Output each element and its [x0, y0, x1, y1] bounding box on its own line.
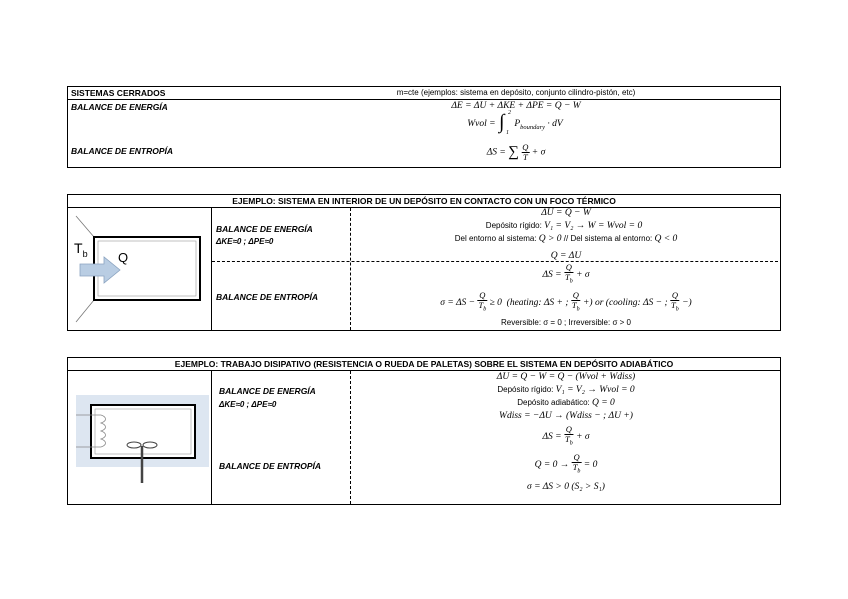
ex1-eq5-tail: + σ [576, 270, 590, 281]
ex1-eq2-math: V₁ = V₂ → W = Wvol = 0 [544, 221, 643, 231]
fraction-num: Q [522, 142, 529, 152]
ex2-eq1: ΔU = Q − W = Q − (Wvol + Wdiss) [496, 372, 636, 382]
ex1-image-divider [211, 207, 212, 331]
integral-sign: ∫ [498, 111, 505, 133]
ex2-eq6 [535, 453, 598, 477]
den-sub: b [576, 306, 580, 313]
ex1-eq6 [440, 291, 691, 315]
ex1-eq6-cooling: (cooling: ΔS − ; [605, 298, 668, 309]
ex2-entropy-label: BALANCE DE ENTROPÍA [219, 461, 322, 471]
ex1-eq6-heating: (heating: ΔS + ; [506, 298, 569, 309]
ex1-eq4: Q = ΔU [550, 251, 582, 261]
closed-title: SISTEMAS CERRADOS [71, 88, 166, 98]
frac-den [571, 301, 581, 315]
ex2-eq2 [497, 385, 634, 395]
ex1-eq6-cool-tail: −) [682, 298, 692, 309]
ex1-eq3-text-a: Del entorno al sistema: [454, 234, 537, 243]
tb-sub: b [82, 248, 88, 259]
frac-num: Q [565, 424, 572, 434]
ex1-dashed-separator [212, 261, 778, 262]
frac-den [564, 435, 574, 449]
q-label: Q [118, 250, 129, 265]
ex2-eq3-text: Depósito adiabático: [517, 398, 590, 407]
closed-header-divider [67, 99, 781, 100]
ex2-header-divider [67, 370, 781, 371]
ex1-eq3-math-b: Q < 0 [654, 234, 678, 244]
frac-den [477, 301, 487, 315]
ex1-energy-sub: ΔKE≈0 ; ΔPE≈0 [216, 237, 274, 246]
ex1-eq2 [486, 221, 642, 231]
closed-work-equation [467, 110, 563, 136]
ex2-energy-label: BALANCE DE ENERGÍA [219, 386, 316, 396]
paddle-wheel-diagram [76, 393, 210, 485]
ex2-eq5-lhs: ΔS = [542, 432, 562, 443]
ex2-eq6-lhs: Q = 0 → [534, 460, 570, 471]
frac-den [564, 273, 574, 287]
ex1-eq5 [542, 263, 589, 287]
ex2-eq2-math: V₁ = V₂ → Wvol = 0 [555, 385, 635, 395]
ex2-eq3 [517, 398, 615, 408]
frac-num: Q [572, 290, 579, 300]
ex1-eq6-heat-tail: +) [583, 298, 593, 309]
ex2-eq6-tail: = 0 [583, 460, 598, 471]
frac-num: Q [671, 290, 678, 300]
ex2-dashed-divider [350, 371, 351, 504]
integral-lower: 1 [505, 130, 509, 136]
tb-label [74, 240, 88, 259]
ex1-entropy-label: BALANCE DE ENTROPÍA [216, 292, 319, 302]
den-letter: T [671, 300, 676, 310]
den-sub: b [569, 440, 573, 447]
ex1-eq6-heat-frac [571, 291, 581, 315]
closed-entropy-label: BALANCE DE ENTROPÍA [71, 146, 174, 156]
ex2-eq4: Wdiss = −ΔU → (Wdiss − ; ΔU +) [499, 411, 633, 421]
sum-sign: ∑ [508, 144, 519, 160]
ex1-eq6-frac [477, 291, 487, 315]
reservoir-edge-bottom [76, 300, 94, 322]
work-pressure: P [514, 119, 521, 130]
thermal-reservoir-diagram [68, 208, 210, 330]
work-lhs: Wvol = [467, 119, 496, 130]
den-letter: T [571, 300, 577, 310]
ex2-eq3-math: Q = 0 [591, 398, 615, 408]
integral-upper: 2 [507, 110, 511, 116]
den-letter: T [478, 300, 484, 310]
ex1-energy-label: BALANCE DE ENERGÍA [216, 224, 313, 234]
closed-entropy-equation [487, 143, 546, 162]
ex2-eq7: σ = ΔS > 0 (S₂ > S₁) [527, 482, 605, 492]
den-letter: T [564, 434, 570, 444]
den-sub: b [577, 468, 581, 475]
entropy-tail: + σ [531, 147, 546, 158]
ex2-eq6-frac [572, 453, 582, 477]
reservoir-edge-top [76, 216, 94, 237]
ex2-eq5 [542, 425, 589, 449]
work-pressure-sub: boundary [520, 124, 546, 132]
closed-energy-equation: ΔE = ΔU + ΔKE + ΔPE = Q − W [451, 101, 581, 111]
frac-num: Q [573, 452, 580, 462]
ex1-eq5-lhs: ΔS = [542, 270, 562, 281]
ex2-eq5-tail: + σ [576, 432, 590, 443]
ex1-eq1: ΔU = Q − W [541, 208, 591, 218]
den-sub: b [675, 306, 679, 313]
den-sub: b [483, 306, 487, 313]
ex1-eq6-mid: ≥ 0 [489, 298, 502, 309]
closed-energy-label: BALANCE DE ENERGÍA [71, 102, 168, 112]
frac-den [670, 301, 680, 315]
ex1-eq3-text-b: // Del sistema al entorno: [563, 234, 653, 243]
ex1-eq6-or: or [594, 298, 604, 309]
tb-letter: T [74, 240, 83, 256]
ex1-eq6-lhs: σ = ΔS − [440, 298, 476, 309]
ex1-eq2-text: Depósito rígido: [485, 221, 542, 230]
ex1-eq6-cool-frac [670, 291, 680, 315]
ex1-eq3 [455, 234, 678, 244]
entropy-fraction [521, 143, 529, 162]
ex2-eq2-text: Depósito rígido: [497, 385, 554, 394]
frac-den [572, 463, 582, 477]
frac-num: Q [565, 262, 572, 272]
ex2-title: EJEMPLO: TRABAJO DISIPATIVO (RESISTENCIA O RUEDA DE PALETAS) SOBRE EL SISTEMA EN DEPÓSITO ADIABÁTICO [174, 359, 674, 369]
closed-subtitle: m=cte (ejemplos: sistema en depósito, conjunto cilindro-pistón, etc) [396, 88, 636, 97]
ex1-title: EJEMPLO: SISTEMA EN INTERIOR DE UN DEPÓSITO EN CONTACTO CON UN FOCO TÉRMICO [232, 196, 616, 206]
entropy-lhs: ΔS = [486, 147, 506, 158]
ex1-eq7: Reversible: σ = 0 ; Irreversible: σ > 0 [501, 318, 631, 327]
ex2-energy-sub: ΔKE≈0 ; ΔPE≈0 [219, 400, 277, 409]
ex1-eq3-math-a: Q > 0 [538, 234, 562, 244]
den-letter: T [572, 462, 578, 472]
ex2-eq5-frac [564, 425, 574, 449]
fraction-den: T [522, 152, 528, 162]
work-tail: · dV [547, 119, 563, 130]
den-letter: T [564, 272, 570, 282]
ex2-image-divider [211, 370, 212, 505]
frac-num: Q [479, 290, 486, 300]
ex1-eq5-frac [564, 263, 574, 287]
ex1-dashed-divider [350, 208, 351, 330]
den-sub: b [569, 278, 573, 285]
